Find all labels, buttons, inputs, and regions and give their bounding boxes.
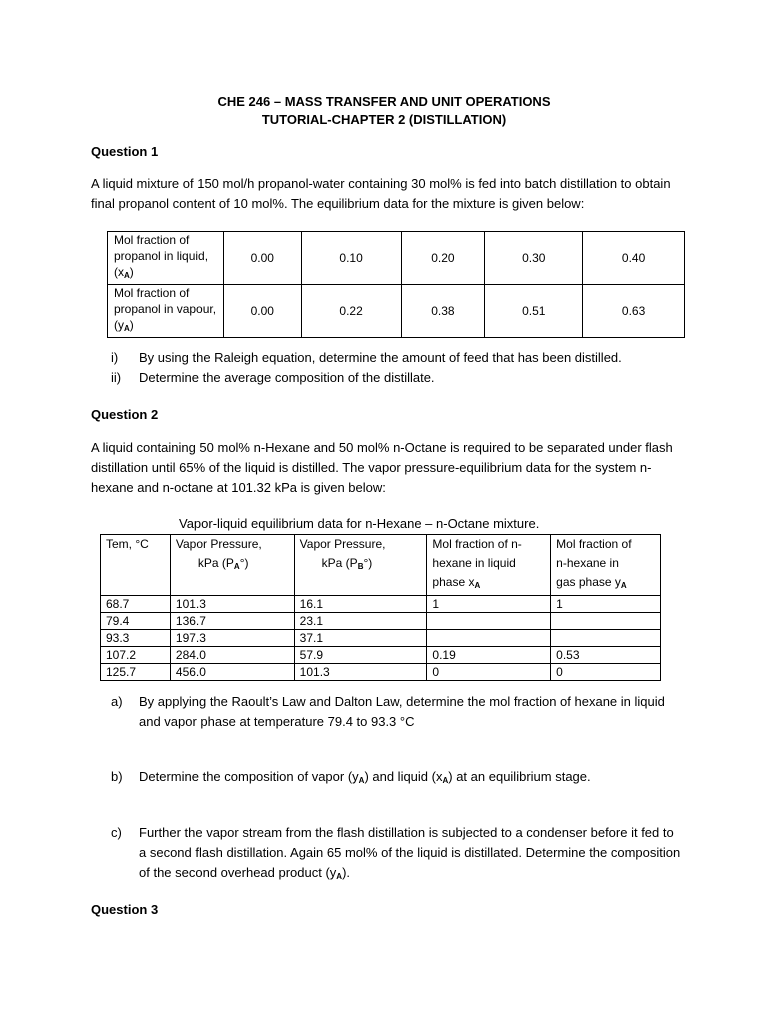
question-2-intro: A liquid containing 50 mol% n-Hexane and 50 mol% n-Octane is required to be separated under flash distillation until 65% of the liquid is distilled. The vapor pressure-equilibrium data for the system n-hexane and n-octane at 101.32 kPa is given below:	[91, 440, 673, 495]
table-cell: 0.53	[551, 647, 661, 664]
table-cell: 0.30	[485, 232, 583, 285]
table-cell: 68.7	[101, 596, 171, 613]
table-cell: 456.0	[170, 664, 294, 681]
list-marker: i)	[111, 350, 119, 365]
list-item	[111, 823, 691, 883]
table-row	[101, 613, 661, 630]
table-cell: 0.40	[583, 232, 685, 285]
list-text: Determine the composition of vapor $(y_A)$ and liquid $(x_A)$ at an equilibrium stage.	[139, 769, 591, 785]
list-marker: c)	[111, 825, 122, 840]
header-gas-fraction: Mol fraction of n-hexane in gas phase $y_A$	[551, 535, 661, 596]
vle-data-table	[100, 534, 661, 681]
list-item	[111, 368, 701, 388]
vapour-fraction-label: Mol fraction of propanol in vapour, $(y_A)$	[108, 285, 224, 338]
table-row	[101, 664, 661, 681]
propanol-equilibrium-table	[107, 231, 685, 338]
list-marker: ii)	[111, 370, 122, 385]
list-text: Determine the average composition of the distillate.	[139, 370, 435, 385]
table-cell: 1	[551, 596, 661, 613]
table-cell: 197.3	[170, 630, 294, 647]
document-subtitle: TUTORIAL-CHAPTER 2 (DISTILLATION)	[261, 112, 507, 127]
table-cell: 284.0	[170, 647, 294, 664]
question-3-heading: Question 3	[91, 902, 159, 917]
table-cell: 125.7	[101, 664, 171, 681]
table-cell: 136.7	[170, 613, 294, 630]
header-vapor-pressure-a: Vapor Pressure, kPa $(P_A^\circ)$	[170, 535, 294, 596]
table-cell: 0.22	[301, 285, 401, 338]
table-cell: 0.10	[301, 232, 401, 285]
table-cell: 16.1	[294, 596, 427, 613]
table-cell: 0.63	[583, 285, 685, 338]
table-caption: Vapor-liquid equilibrium data for n-Hexane – n-Octane mixture.	[179, 516, 540, 531]
question-2-heading: Question 2	[91, 407, 159, 422]
list-marker: b)	[111, 769, 123, 784]
table-cell: 0.19	[427, 647, 551, 664]
question-1-heading: Question 1	[91, 144, 159, 159]
table-cell: 0	[551, 664, 661, 681]
table-cell	[551, 613, 661, 630]
table-header-row	[101, 535, 661, 596]
table-cell: 101.3	[294, 664, 427, 681]
table-row	[101, 647, 661, 664]
table-cell: 0	[427, 664, 551, 681]
list-item	[111, 348, 701, 368]
table-cell: 23.1	[294, 613, 427, 630]
document-title: CHE 246 – MASS TRANSFER AND UNIT OPERATIONS	[217, 94, 551, 109]
table-cell: 0.00	[223, 285, 301, 338]
list-text: By using the Raleigh equation, determine the amount of feed that has been distilled.	[139, 350, 622, 365]
table-cell	[427, 630, 551, 647]
table-cell: 0.20	[401, 232, 485, 285]
liquid-fraction-row	[108, 232, 685, 285]
table-row	[101, 596, 661, 613]
question-1-intro: A liquid mixture of 150 mol/h propanol-water containing 30 mol% is fed into batch distillation to obtain final propanol content of 10 mol%. The equilibrium data for the mixture is given below:	[91, 176, 671, 211]
list-marker: a)	[111, 694, 123, 709]
table-cell: 107.2	[101, 647, 171, 664]
table-row	[101, 630, 661, 647]
list-text: Further the vapor stream from the flash distillation is subjected to a condenser before it fed to a second flash distillation. Again 65 mol% of the liquid is distillated. Determine the composition of the second overhead product $(y_A)$.	[139, 825, 681, 881]
table-cell: 79.4	[101, 613, 171, 630]
header-temperature: Tem, °C	[101, 535, 171, 596]
header-liquid-fraction: Mol fraction of n- hexane in liquid phase $x_A$	[427, 535, 551, 596]
table-cell	[551, 630, 661, 647]
table-cell: 0.00	[223, 232, 301, 285]
table-cell: 37.1	[294, 630, 427, 647]
liquid-fraction-label: Mol fraction of propanol in liquid, $(x_A)$	[108, 232, 224, 285]
header-vapor-pressure-b: Vapor Pressure, kPa $(P_B^\circ)$	[294, 535, 427, 596]
table-cell: 93.3	[101, 630, 171, 647]
table-cell: 101.3	[170, 596, 294, 613]
table-cell: 1	[427, 596, 551, 613]
list-item	[111, 692, 691, 732]
vapour-fraction-row	[108, 285, 685, 338]
list-text: By applying the Raoult’s Law and Dalton Law, determine the mol fraction of hexane in liquid and vapor phase at temperature 79.4 to 93.3 °C	[139, 694, 665, 729]
table-cell	[427, 613, 551, 630]
list-item	[111, 767, 691, 787]
table-cell: 57.9	[294, 647, 427, 664]
table-cell: 0.38	[401, 285, 485, 338]
table-cell: 0.51	[485, 285, 583, 338]
